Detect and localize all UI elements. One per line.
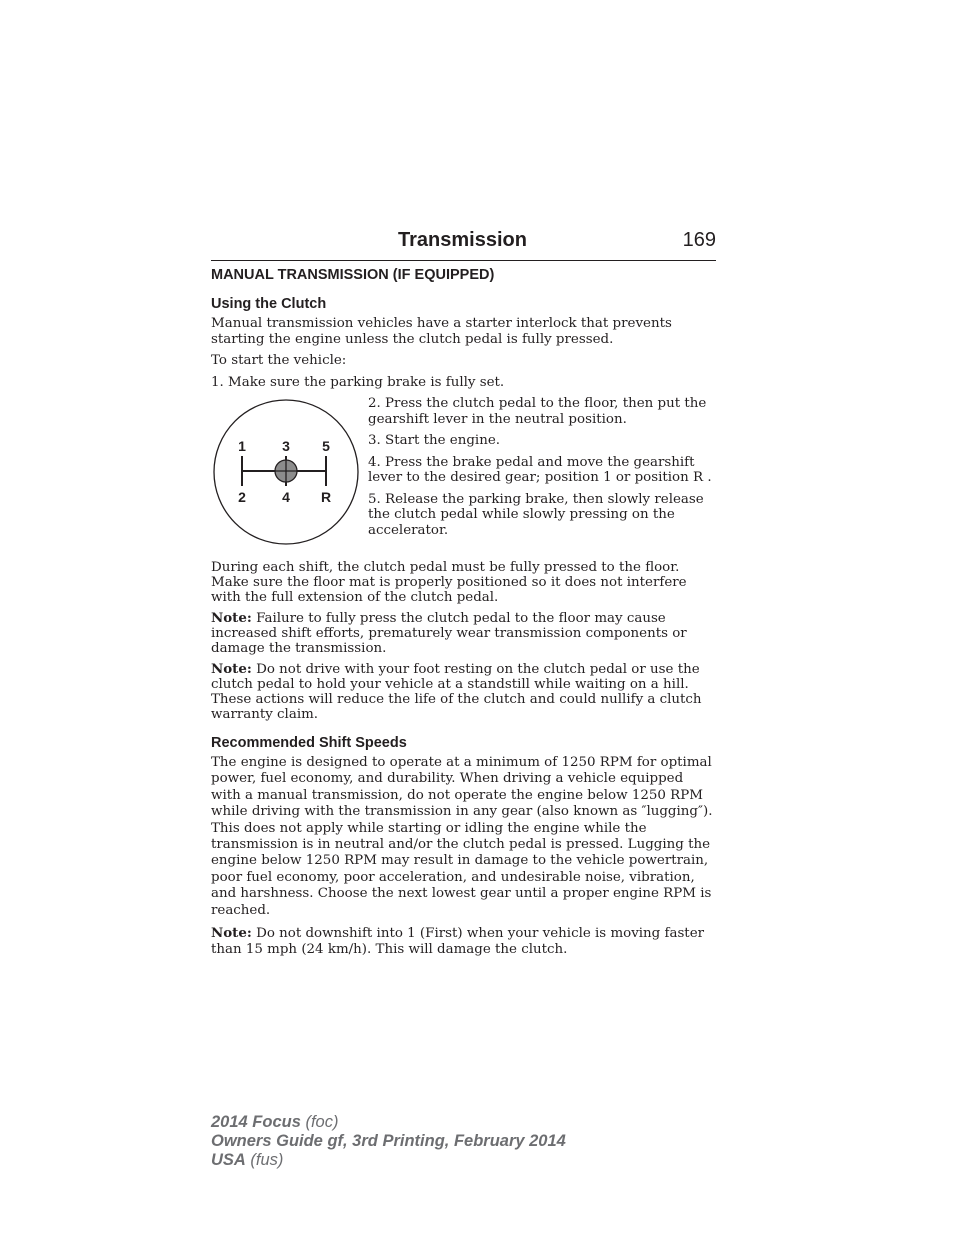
page-number: 169 [682, 229, 716, 251]
during-shift-paragraph: During each shift, the clutch pedal must be fully pressed to the floor. Make sure the floor mat is properly positioned so it does not interfere with the full extension of the clutch pedal. [211, 560, 687, 605]
note-3-text: Do not downshift into 1 (First) when your vehicle is moving faster than 15 mph (24 km/h). This will damage the clutch. [211, 926, 705, 958]
note-2-text: Do not drive with your foot resting on the clutch pedal or use the clutch pedal to hold your vehicle at a standstill while waiting on a hill. These actions will reduce the life of the clutch and could nullify a clutch warranty claim. [211, 662, 702, 722]
footer-line-3 [211, 1151, 566, 1170]
to-start-paragraph: To start the vehicle: [211, 353, 347, 368]
step-3: 3. Start the engine. [368, 433, 501, 448]
gearshift-pattern-diagram [211, 396, 361, 546]
section-title: Transmission [398, 229, 527, 251]
gear-label-5: 5 [322, 438, 330, 454]
main-heading: MANUAL TRANSMISSION (IF EQUIPPED) [211, 267, 495, 283]
steps-list [368, 396, 718, 544]
note-1 [211, 611, 716, 656]
note-2-label: Note: [211, 661, 252, 677]
note-3-label: Note: [211, 925, 252, 942]
footer-guide: Owners Guide gf, 3rd Printing, February 2014 [211, 1132, 566, 1150]
footer-market-code: (fus) [245, 1151, 284, 1169]
note-1-text: Failure to fully press the clutch pedal to the floor may cause increased shift efforts, prematurely wear transmission components or damage the transmission. [211, 611, 687, 656]
page-header [211, 229, 716, 261]
gear-label-2: 2 [238, 489, 246, 505]
gear-label-3: 3 [282, 438, 290, 454]
using-clutch-heading: Using the Clutch [211, 296, 327, 312]
shift-speeds-paragraph: The engine is designed to operate at a minimum of 1250 RPM for optimal power, fuel economy, and durability. When driving a vehicle equipped with a manual transmission, do not operate the engine below 1250 RPM while driving with the transmission in any gear (also known as ″lugging″). This does not apply while starting or idling the engine while the transmission is in neutral and/or the clutch pedal is pressed. Lugging the engine below 1250 RPM may result in damage to the vehicle powertrain, poor fuel economy, poor acceleration, and undesirable noise, vibration, and harshness. Choose the next lowest gear until a proper engine RPM is reached. [211, 755, 713, 918]
footer-market: USA [211, 1151, 246, 1169]
step-1: 1. Make sure the parking brake is fully set. [211, 374, 505, 390]
gear-label-1: 1 [238, 438, 246, 454]
note-1-label: Note: [211, 610, 252, 626]
note-3 [211, 925, 716, 959]
footer-line-1 [211, 1113, 566, 1132]
footer-line-2 [211, 1132, 566, 1151]
clutch-intro-paragraph: Manual transmission vehicles have a starter interlock that prevents starting the engine unless the clutch pedal is fully pressed. [211, 316, 672, 347]
note-2 [211, 662, 716, 722]
step-5: 5. Release the parking brake, then slowly release the clutch pedal while slowly pressing on the accelerator. [368, 491, 704, 538]
gear-label-4: 4 [282, 489, 290, 505]
steps-with-diagram [211, 396, 716, 558]
page-content [211, 266, 716, 965]
footer-model: 2014 Focus [211, 1113, 301, 1131]
step-4: 4. Press the brake pedal and move the gearshift lever to the desired gear; position 1 or position R . [368, 454, 712, 485]
shift-speeds-heading: Recommended Shift Speeds [211, 735, 407, 751]
gear-label-r: R [320, 489, 332, 505]
page-footer [211, 1113, 566, 1170]
footer-model-code: (foc) [300, 1113, 339, 1131]
step-2: 2. Press the clutch pedal to the floor, then put the gearshift lever in the neutral position. [368, 396, 707, 427]
